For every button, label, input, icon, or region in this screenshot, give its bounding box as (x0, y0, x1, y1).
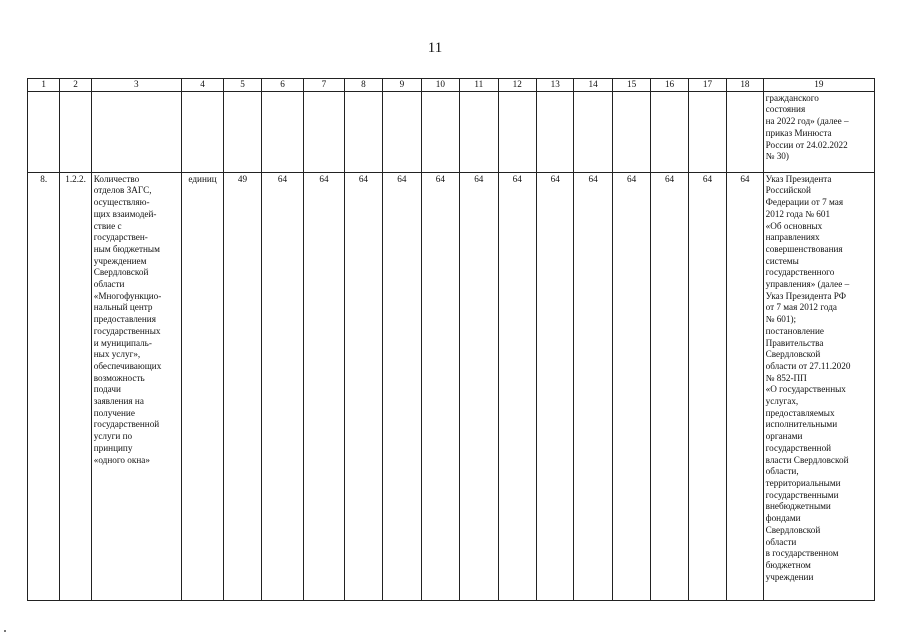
column-number-13: 13 (536, 79, 573, 92)
text-line: Правительства (765, 337, 824, 348)
text-line: области (765, 536, 797, 547)
text-line: состояния (765, 104, 806, 115)
column-number-6: 6 (261, 79, 304, 92)
text-line: Российской (765, 185, 811, 196)
empty-cell (60, 91, 91, 172)
text-line: управления» (далее – (765, 279, 850, 290)
column-number-15: 15 (612, 79, 650, 92)
text-line: государствен- (93, 232, 148, 243)
text-line: в государственном (765, 548, 839, 559)
text-line: государственной (93, 419, 160, 430)
column-number-1: 1 (28, 79, 60, 92)
column-number-18: 18 (727, 79, 763, 92)
empty-cell (536, 91, 573, 172)
continuation-row (28, 91, 875, 172)
text-line: области от 27.11.2020 (765, 360, 851, 371)
indicator-name-cell (91, 172, 181, 600)
column-number-14: 14 (574, 79, 612, 92)
empty-cell (498, 91, 536, 172)
text-line: фондами (765, 513, 801, 524)
value-cell: 64 (727, 172, 763, 600)
text-line: власти Свердловской (765, 454, 849, 465)
text-line: постановление (765, 325, 824, 336)
text-line: области (93, 279, 125, 290)
text-line: России от 24.02.2022 (765, 139, 848, 150)
empty-cell (28, 91, 60, 172)
column-number-17: 17 (688, 79, 726, 92)
column-number-7: 7 (304, 79, 344, 92)
legal-basis-cell (763, 172, 874, 600)
column-number-12: 12 (498, 79, 536, 92)
text-line: Свердловской (765, 524, 821, 535)
text-line: внебюджетными (765, 501, 831, 512)
column-number-2: 2 (60, 79, 91, 92)
value-cell: 64 (421, 172, 459, 600)
text-line: Федерации от 7 мая (765, 197, 844, 208)
table-row (28, 172, 875, 600)
text-line: Указ Президента РФ (765, 290, 846, 301)
text-line: государственного (765, 267, 835, 278)
text-line: на 2022 год» (далее – (765, 116, 849, 127)
text-line: обеспечивающих (93, 360, 162, 371)
text-line: и муниципаль- (93, 337, 152, 348)
unit-cell: единиц (181, 172, 224, 600)
item-code-cell: 1.2.2. (60, 172, 91, 600)
column-number-16: 16 (651, 79, 688, 92)
value-cell: 49 (224, 172, 261, 600)
text-line: от 7 мая 2012 года (765, 302, 837, 313)
text-line: направлениях (765, 232, 820, 243)
text-line: «Об основных (765, 220, 823, 231)
text-line: государственной (765, 442, 832, 453)
value-cell: 64 (460, 172, 498, 600)
text-line: Свердловской (93, 267, 149, 278)
text-line: совершенствования (765, 243, 843, 254)
value-cell: 64 (383, 172, 421, 600)
text-line: бюджетном (765, 559, 811, 570)
text-line: нальный центр (93, 302, 153, 313)
legal-basis-cell (763, 91, 874, 172)
row-number-cell: 8. (28, 172, 60, 600)
empty-cell (651, 91, 688, 172)
text-line: 2012 года № 601 (765, 208, 831, 219)
text-line: Указ Президента (765, 173, 832, 184)
text-line: услугах, (765, 396, 799, 407)
column-number-row (28, 79, 875, 92)
value-cell: 64 (344, 172, 382, 600)
empty-cell (574, 91, 612, 172)
empty-cell (612, 91, 650, 172)
value-cell: 64 (304, 172, 344, 600)
value-cell: 64 (651, 172, 688, 600)
empty-cell (261, 91, 304, 172)
text-line: органами (765, 431, 803, 442)
text-line: учреждением (93, 255, 147, 266)
empty-cell (91, 91, 181, 172)
text-line: Количество (93, 173, 140, 184)
text-line: системы (765, 255, 799, 266)
text-line: гражданского (765, 92, 819, 103)
column-number-19: 19 (763, 79, 874, 92)
value-cell: 64 (498, 172, 536, 600)
text-line: заявления на (93, 396, 144, 407)
value-cell: 64 (536, 172, 573, 600)
empty-cell (383, 91, 421, 172)
column-number-10: 10 (421, 79, 459, 92)
value-cell: 64 (612, 172, 650, 600)
text-line: щих взаимодей- (93, 208, 157, 219)
text-line: Свердловской (765, 349, 821, 360)
text-line: подачи (93, 384, 121, 395)
empty-cell (304, 91, 344, 172)
column-number-5: 5 (224, 79, 261, 92)
text-line: исполнительными (765, 419, 838, 430)
empty-cell (344, 91, 382, 172)
text-line: территориальными (765, 477, 841, 488)
text-line: осуществляю- (93, 197, 150, 208)
text-line: «одного окна» (93, 454, 150, 465)
text-line: государственными (765, 489, 839, 500)
text-line: учреждении (765, 571, 814, 582)
text-line: ных услуг», (93, 349, 141, 360)
text-line: ным бюджетным (93, 243, 160, 254)
value-cell: 64 (574, 172, 612, 600)
text-line: отделов ЗАГС, (93, 185, 152, 196)
indicators-table (27, 78, 875, 601)
column-number-8: 8 (344, 79, 382, 92)
page-number: 11 (427, 40, 443, 56)
text-line: № 852-ПП (765, 372, 807, 383)
text-line: принципу (93, 442, 133, 453)
text-line: предоставляемых (765, 407, 835, 418)
text-line: государственных (93, 325, 161, 336)
empty-cell (224, 91, 261, 172)
text-line: № 30) (765, 151, 789, 162)
scan-artifact (4, 630, 6, 632)
text-line: возможность (93, 372, 145, 383)
empty-cell (460, 91, 498, 172)
text-line: области, (765, 466, 799, 477)
text-line: получение (93, 407, 135, 418)
text-line: предоставления (93, 314, 156, 325)
empty-cell (688, 91, 726, 172)
text-line: «Многофункцио- (93, 290, 162, 301)
value-cell: 64 (261, 172, 304, 600)
text-line: услуги по (93, 431, 133, 442)
empty-cell (181, 91, 224, 172)
text-line: ствие с (93, 220, 122, 231)
empty-cell (727, 91, 763, 172)
column-number-3: 3 (91, 79, 181, 92)
column-number-4: 4 (181, 79, 224, 92)
value-cell: 64 (688, 172, 726, 600)
empty-cell (421, 91, 459, 172)
column-number-9: 9 (383, 79, 421, 92)
text-line: приказ Минюста (765, 127, 832, 138)
column-number-11: 11 (460, 79, 498, 92)
text-line: № 601); (765, 314, 797, 325)
text-line: «О государственных (765, 384, 846, 395)
